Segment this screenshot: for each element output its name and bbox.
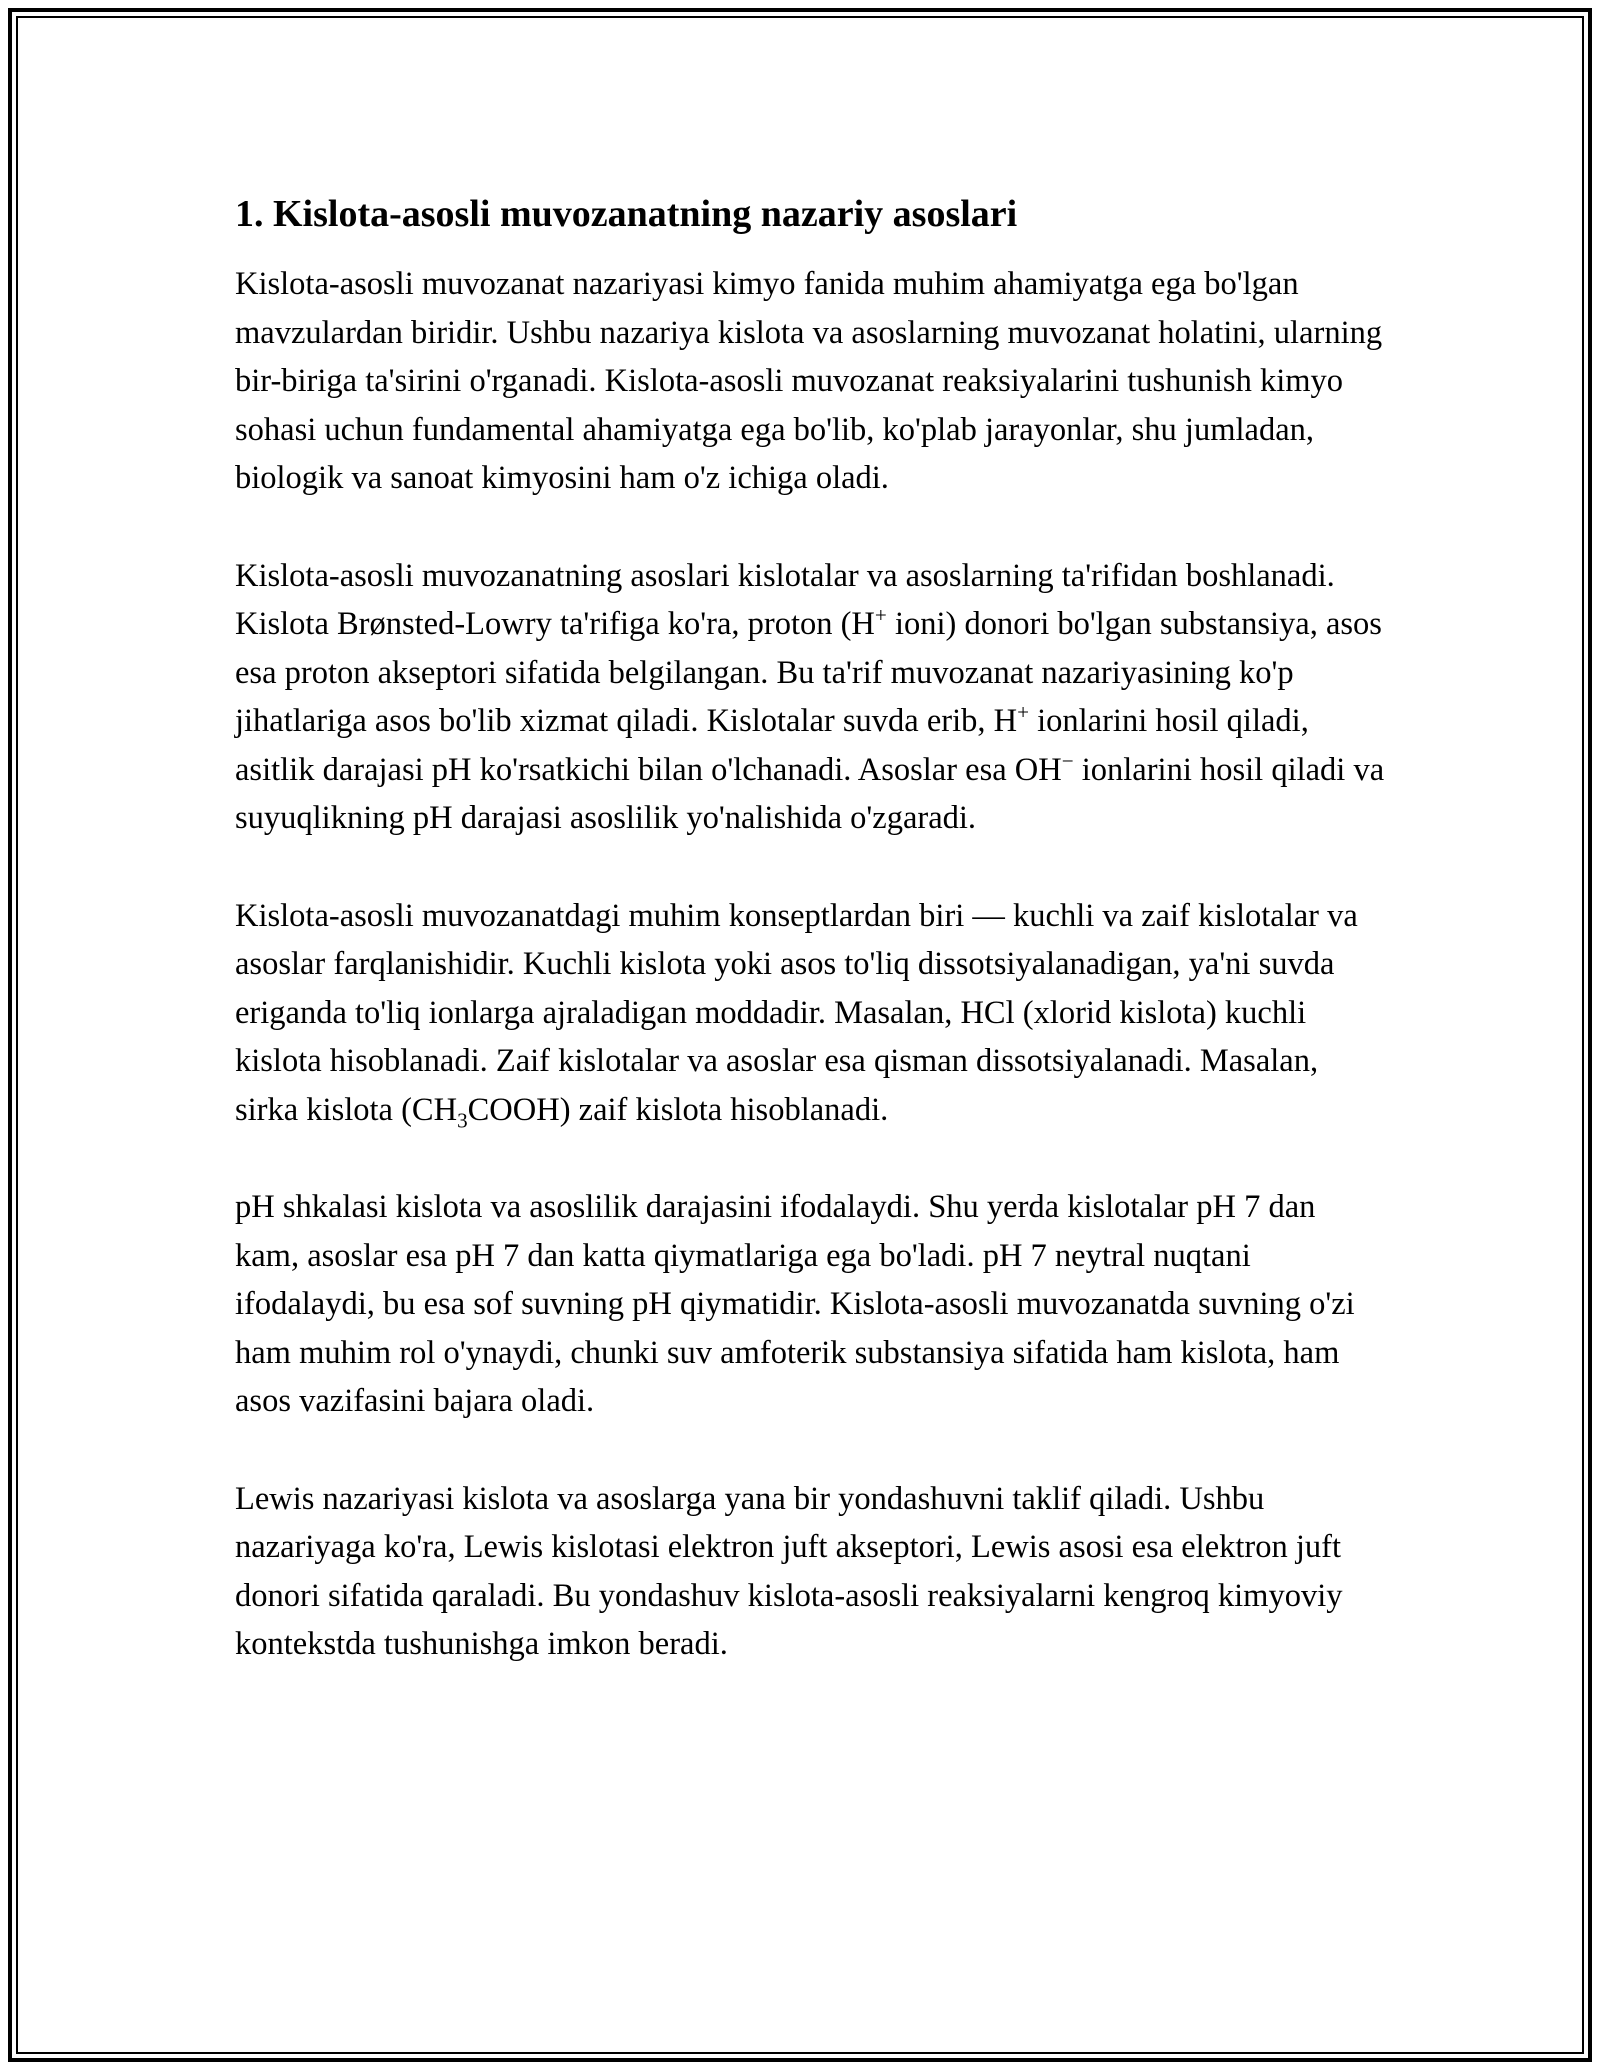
superscript-plus-2: + (1017, 700, 1029, 725)
paragraph-3-text-1: Kislota-asosli muvozanatdagi muhim konseptlardan biri — kuchli va zaif kislotalar va asoslar farqlanishidir. Kuchli kislota yoki asos to'liq dissotsiyalanadigan, ya'ni suvda eriganda to'liq ionlarga ajraladigan moddadir. Masalan, HCl (xlorid kislota) kuchli kislota hisoblanadi. Zaif kislotalar va asoslar esa qisman dissotsiyalanadi. Masalan, sirka kislota (CH (235, 897, 1358, 1128)
paragraph-3 (235, 892, 1385, 1135)
paragraph-1: Kislota-asosli muvozanat nazariyasi kimyo fanida muhim ahamiyatga ega bo'lgan mavzulardan biridir. Ushbu nazariya kislota va asoslarning muvozanat holatini, ularning bir-biriga ta'sirini o'rganadi. Kislota-asosli muvozanat reaksiyalarini tushunish kimyo sohasi uchun fundamental ahamiyatga ega bo'lib, ko'plab jarayonlar, shu jumladan, biologik va sanoat kimyosini ham o'z ichiga oladi. (235, 266, 1383, 496)
paragraph-2-text-2: ioni) donori bo'lgan substansiya, asos esa proton akseptori sifatida belgilangan. Bu ta'rif muvozanat nazariyasining ko'p jihatlariga asos bo'lib xizmat qiladi. Kislotalar suvda erib, H (235, 606, 1382, 739)
document-body (235, 188, 1385, 1718)
superscript-plus-1: + (874, 603, 887, 628)
paragraph-4: pH shkalasi kislota va asoslilik darajasini ifodalaydi. Shu yerda kislotalar pH 7 dan kam, asoslar esa pH 7 dan katta qiymatlariga ega bo'ladi. pH 7 neytral nuqtani ifodalaydi, bu esa sof suvning pH qiymatidir. Kislota-asosli muvozanatda suvning o'zi ham muhim rol o'ynaydi, chunki suv amfoterik substansiya sifatida ham kislota, ham asos vazifasini bajara oladi. (235, 1189, 1355, 1419)
subscript-3: 3 (457, 1108, 468, 1132)
paragraph-2 (235, 552, 1385, 843)
paragraph-2-text-1: Kislota-asosli muvozanatning asoslari kislotalar va asoslarning ta'rifidan boshlanadi. Kislota Brønsted-Lowry ta'rifiga ko'ra, proton (H (235, 557, 1335, 642)
paragraph-2-text-3: ionlarini hosil qiladi, asitlik darajasi pH ko'rsatkichi bilan o'lchanadi. Asoslar esa OH (235, 703, 1309, 788)
superscript-minus: − (1061, 748, 1074, 773)
paragraph-3-text-2: COOH) zaif kislota hisoblanadi. (467, 1091, 889, 1128)
paragraph-5: Lewis nazariyasi kislota va asoslarga yana bir yondashuvni taklif qiladi. Ushbu nazariyaga ko'ra, Lewis kislotasi elektron juft akseptori, Lewis asosi esa elektron juft donori sifatida qaraladi. Bu yondashuv kislota-asosli reaksiyalarni kengroq kimyoviy kontekstda tushunishga imkon beradi. (235, 1480, 1343, 1662)
section-heading: 1. Kislota-asosli muvozanatning nazariy asoslari (235, 193, 1018, 235)
paragraph-2-text-4: ionlarini hosil qiladi va suyuqlikning pH darajasi asoslilik yo'nalishida o'zgaradi. (235, 751, 1385, 836)
